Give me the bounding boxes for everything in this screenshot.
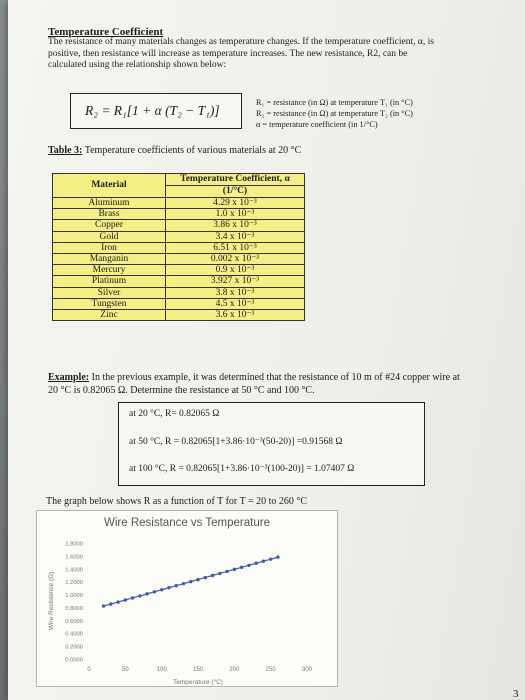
material-cell: Iron (53, 242, 166, 253)
calc-line-20: at 20 °C, R= 0.82065 Ω (129, 409, 220, 419)
document-page (8, 0, 525, 700)
coefficient-cell: 6.51 x 10⁻³ (166, 242, 305, 253)
formula-legend (256, 97, 413, 130)
example-label: Example: (48, 372, 90, 383)
y-tick-label: 0.2000 (65, 644, 83, 651)
data-point (233, 568, 236, 571)
table-row (53, 254, 305, 265)
calculation-box (118, 402, 425, 486)
calc-line-50: at 50 °C, R = 0.82065[1+3.86·10⁻³(50-20)] =0.91568 Ω (129, 437, 343, 447)
material-cell: Brass (53, 209, 166, 220)
chart-svg (37, 511, 337, 686)
coefficient-cell: 3.6 x 10⁻³ (166, 310, 305, 321)
intro-paragraph: The resistance of many materials changes as temperature changes. If the temperature coefficient, α, is positive, then resistance will increase as temperature increases. The new resistance, R2, can be calculated using the relationship shown below: (48, 37, 434, 70)
x-tick-label: 300 (301, 667, 313, 673)
x-tick-label: 50 (121, 667, 129, 673)
table-row (53, 209, 305, 220)
y-tick-label: 1.6000 (65, 554, 83, 561)
table-row (53, 242, 305, 253)
resistance-chart (36, 510, 338, 687)
data-point (153, 590, 156, 593)
coefficient-cell: 4.29 x 10⁻³ (166, 198, 305, 209)
y-tick-label: 0.6000 (65, 618, 83, 625)
data-point (160, 588, 163, 591)
data-point (124, 598, 127, 601)
material-cell: Gold (53, 231, 166, 242)
coefficient-cell: 0.9 x 10⁻³ (166, 265, 305, 276)
data-point (262, 560, 265, 563)
x-tick-label: 200 (229, 667, 240, 673)
y-tick-label: 0.8000 (65, 605, 83, 612)
calc-line-100: at 100 °C, R = 0.82065[1+3.86·10⁻³(100-20)] = 1.07407 Ω (129, 464, 355, 474)
table-row (53, 310, 305, 321)
x-tick-label: 0 (87, 667, 91, 673)
table-caption-label: Table 3: (48, 145, 83, 156)
data-point (102, 604, 105, 607)
material-cell: Manganin (53, 254, 166, 265)
table-body (53, 198, 305, 321)
x-tick-label: 150 (192, 667, 204, 673)
table-header-row (53, 174, 305, 186)
material-cell: Zinc (53, 310, 166, 321)
y-tick-label: 0.0000 (65, 657, 83, 664)
legend-r1: R₁ = resistance (in Ω) at temperature T₁ (in °C) (256, 98, 413, 107)
material-cell: Tungsten (53, 298, 166, 309)
data-point (145, 592, 148, 595)
coefficient-cell: 3.927 x 10⁻³ (166, 276, 305, 287)
material-cell: Copper (53, 220, 166, 231)
material-cell: Silver (53, 287, 166, 298)
data-point (218, 572, 221, 575)
data-point (269, 557, 272, 560)
table-caption (48, 145, 301, 156)
data-point (175, 584, 178, 587)
y-tick-label: 0.4000 (65, 631, 83, 638)
data-point (116, 600, 119, 603)
coefficient-cell: 0.002 x 10⁻³ (166, 254, 305, 265)
table-row (53, 198, 305, 209)
legend-r2: R₂ = resistance (in Ω) at temperature T₂ (in °C) (256, 109, 413, 118)
table-row (53, 276, 305, 287)
x-tick-label: 250 (265, 667, 276, 673)
data-point (109, 602, 112, 605)
y-tick-label: 1.0000 (65, 593, 83, 600)
coefficient-cell: 4.5 x 10⁻³ (166, 298, 305, 309)
data-point (204, 576, 207, 579)
data-point (196, 578, 199, 581)
data-point (138, 594, 141, 597)
data-point (182, 582, 185, 585)
table-row (53, 231, 305, 242)
legend-alpha: α = temperature coefficient (in 1/°C) (256, 120, 378, 129)
coefficient-cell: 3.86 x 10⁻³ (166, 220, 305, 231)
x-tick-label: 100 (156, 667, 167, 673)
graph-caption: The graph below shows R as a function of T for T = 20 to 260 °C (46, 496, 308, 507)
y-tick-label: 1.2000 (65, 580, 83, 587)
material-cell: Aluminum (53, 198, 166, 209)
example-text: In the previous example, it was determined that the resistance of 10 m of #24 copper wire at 20 °C is 0.82065 Ω. Determine the resistance at 50 °C and 100 °C. (48, 372, 460, 396)
coefficient-table (52, 173, 305, 321)
data-point (240, 566, 243, 569)
data-point (276, 555, 279, 558)
table-row (53, 220, 305, 231)
table-row (53, 298, 305, 309)
section-title: Temperature Coefficient (48, 26, 164, 38)
y-tick-label: 1.8000 (65, 541, 83, 548)
coefficient-cell: 1.0 x 10⁻³ (166, 209, 305, 220)
data-point (167, 586, 170, 589)
formula: R₂ = R₁[1 + α (T₂ − T₁)] (85, 103, 220, 118)
header-coefficient: Temperature Coefficient, α (166, 174, 305, 186)
table-row (53, 265, 305, 276)
coefficient-cell: 3.4 x 10⁻³ (166, 231, 305, 242)
material-cell: Platinum (53, 276, 166, 287)
data-point (131, 596, 134, 599)
data-point (189, 580, 192, 583)
data-point (225, 570, 228, 573)
example-paragraph (48, 372, 468, 397)
data-point (254, 562, 257, 565)
table-caption-text: Temperature coefficients of various materials at 20 °C (82, 145, 302, 156)
y-axis-label: Wire Resistance (Ω) (48, 571, 55, 631)
header-material: Material (53, 174, 166, 198)
y-tick-label: 1.4000 (65, 567, 83, 574)
x-axis-label: Temperature (°C) (173, 679, 223, 686)
table-row (53, 287, 305, 298)
coefficient-cell: 3.8 x 10⁻³ (166, 287, 305, 298)
data-point (247, 564, 250, 567)
page-number: 3 (513, 688, 519, 700)
data-point (211, 574, 214, 577)
chart-title: Wire Resistance vs Temperature (104, 517, 270, 529)
material-cell: Mercury (53, 265, 166, 276)
header-units: (1/°C) (166, 186, 305, 198)
formula-box (70, 93, 242, 129)
